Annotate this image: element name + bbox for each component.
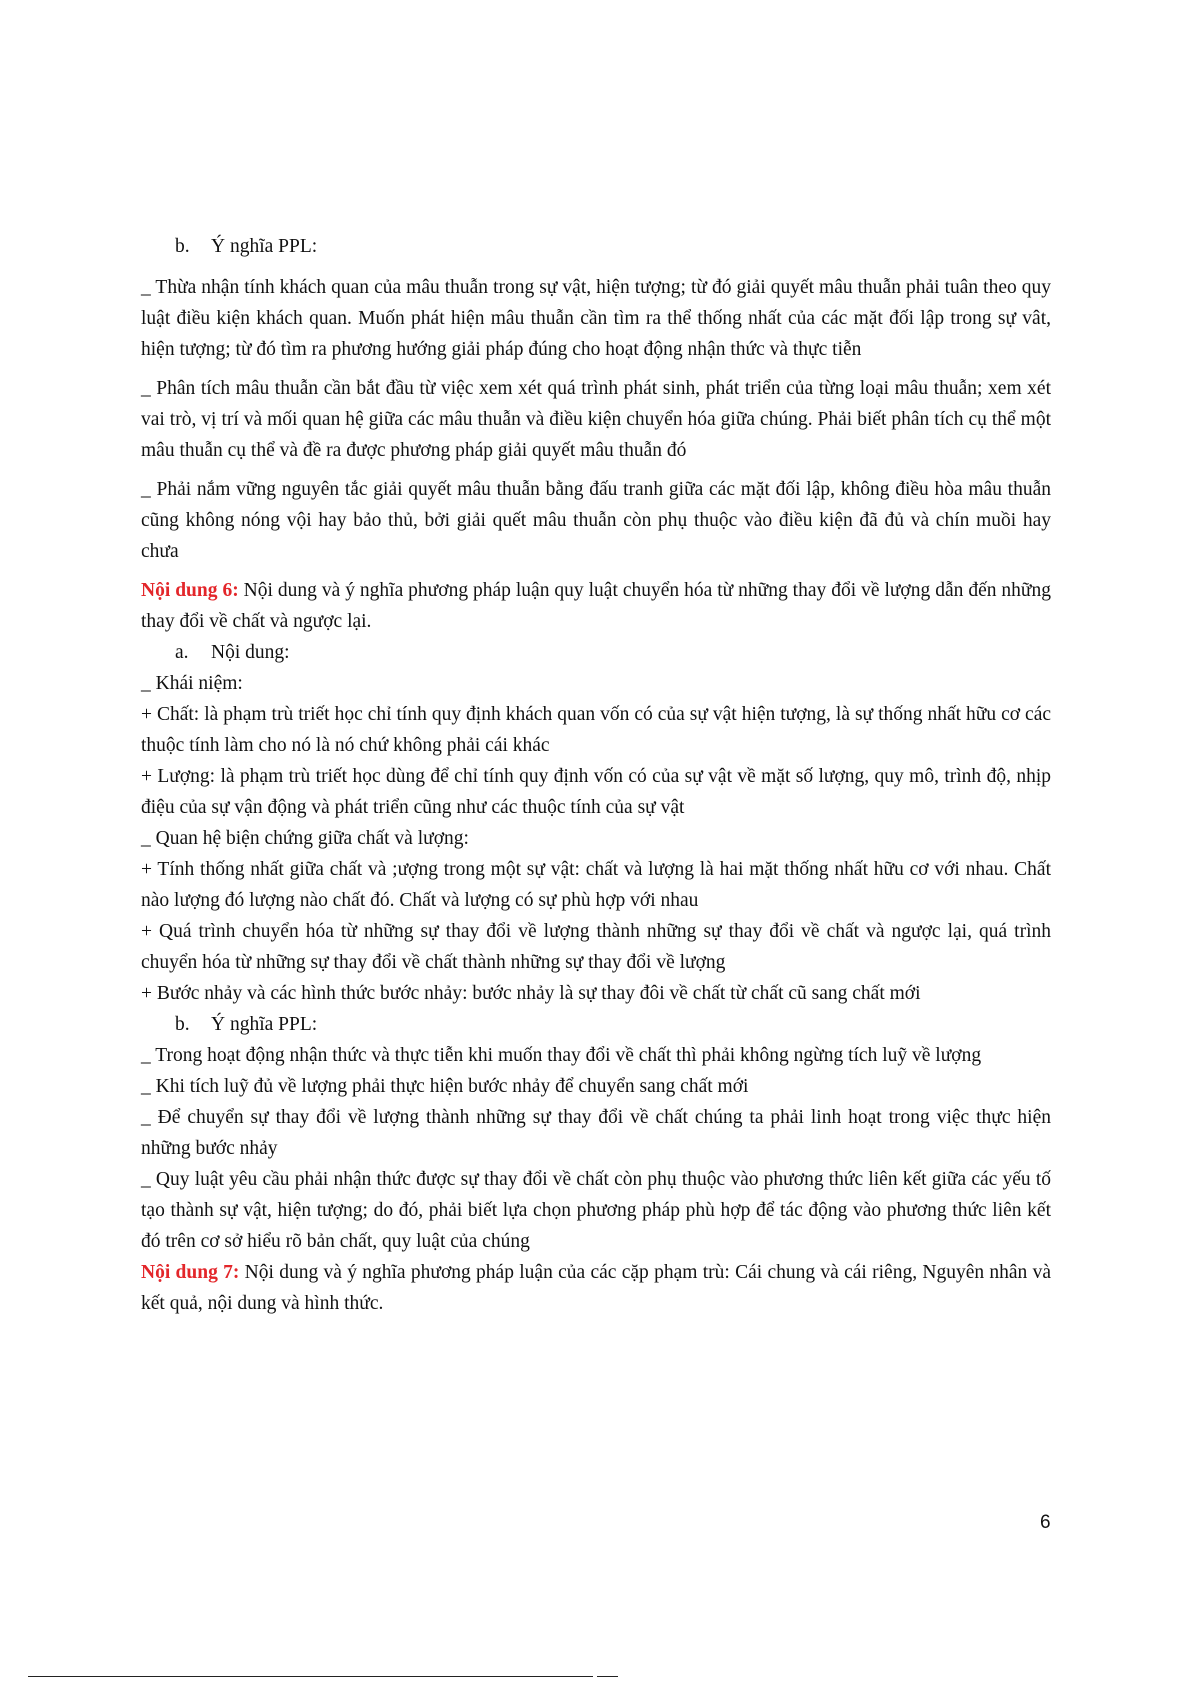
section-heading-b — [141, 1009, 1051, 1040]
line: _ Quy luật yêu cầu phải nhận thức được sự thay đổi về chất còn phụ thuộc vào phương thức liên kết giữa các yếu tố tạo thành sự vật, hiện tượng; do đó, phải biết lựa chọn phương pháp phù hợp để tác động vào phương thức liên kết đó trên cơ sở hiểu rõ bản chất, quy luật của chúng — [141, 1169, 1051, 1252]
line: + Quá trình chuyển hóa từ những sự thay đổi về lượng thành những sự thay đổi về chất và ngược lại, quá trình chuyển hóa từ những sự thay đổi về chất thành những sự thay đổi về lượng — [141, 921, 1051, 973]
paragraph: _ Phải nắm vững nguyên tắc giải quyết mâu thuẫn bằng đấu tranh giữa các mặt đối lập, không điều hòa mâu thuẫn cũng không nóng vội hay bảo thủ, bởi giải quết mâu thuẫn còn phụ thuộc vào điều kiện đã đủ và chín muồi hay chưa — [141, 479, 1051, 562]
line: _ Khi tích luỹ đủ về lượng phải thực hiện bước nhảy để chuyển sang chất mới — [141, 1076, 749, 1097]
line: + Lượng: là phạm trù triết học dùng để chỉ tính quy định vốn có của sự vật về mặt số lượng, quy mô, trình độ, nhịp điệu của sự vận động và phát triển cũng như các thuộc tính của sự vật — [141, 766, 1051, 818]
section-label: b. — [175, 236, 190, 257]
content-heading-6 — [141, 575, 1051, 637]
content-label: Nội dung 7: — [141, 1262, 240, 1283]
paragraph: _ Thừa nhận tính khách quan của mâu thuẫn trong sự vật, hiện tượng; từ đó giải quyết mâu thuẫn phải tuân theo quy luật điều kiện khách quan. Muốn phát hiện mâu thuẫn cần tìm ra thể thống nhất của các mặt đối lập trong sự vât, hiện tượng; từ đó tìm ra phương hướng giải pháp đúng cho hoạt động nhận thức và thực tiễn — [141, 277, 1051, 360]
section-heading-b — [141, 231, 1051, 262]
footer-rule — [597, 1676, 618, 1677]
section-heading-a — [141, 637, 1051, 668]
line: + Tính thống nhất giữa chất và ;ượng trong một sự vật: chất và lượng là hai mặt thống nhất hữu cơ với nhau. Chất nào lượng đó lượng nào chất đó. Chất và lượng có sự phù hợp với nhau — [141, 859, 1051, 911]
line: _ Quan hệ biện chứng giữa chất và lượng: — [141, 828, 469, 849]
section-title: Nội dung: — [211, 642, 290, 663]
line: _ Khái niệm: — [141, 673, 243, 694]
content-heading-text: Nội dung và ý nghĩa phương pháp luận của các cặp phạm trù: Cái chung và cái riêng, Nguyên nhân và kết quả, nội dung và hình thức. — [141, 1262, 1051, 1314]
content-label: Nội dung 6: — [141, 580, 239, 601]
footer-rule — [28, 1676, 593, 1677]
line: _ Để chuyển sự thay đổi về lượng thành những sự thay đổi về chất chúng ta phải linh hoạt trong việc thực hiện những bước nhảy — [141, 1107, 1051, 1159]
page-number: 6 — [1040, 1512, 1051, 1533]
line: _ Trong hoạt động nhận thức và thực tiễn khi muốn thay đổi về chất thì phải không ngừng tích luỹ về lượng — [141, 1045, 982, 1066]
content-heading-text: Nội dung và ý nghĩa phương pháp luận quy luật chuyển hóa từ những thay đổi về lượng dẫn đến những thay đổi về chất và ngược lại. — [141, 580, 1052, 632]
section-label: b. — [175, 1014, 190, 1035]
section-title: Ý nghĩa PPL: — [211, 236, 318, 257]
line: + Bước nhảy và các hình thức bước nhảy: bước nhảy là sự thay đôi về chất từ chất cũ sang chất mới — [141, 983, 921, 1004]
content-heading-7 — [141, 1257, 1051, 1319]
line: + Chất: là phạm trù triết học chỉ tính quy định khách quan vốn có của sự vật hiện tượng, là sự thống nhất hữu cơ các thuộc tính làm cho nó là nó chứ không phải cái khác — [141, 704, 1051, 756]
section-label: a. — [175, 642, 189, 663]
paragraph: _ Phân tích mâu thuẫn cần bắt đầu từ việc xem xét quá trình phát sinh, phát triển của từng loại mâu thuẫn; xem xét vai trò, vị trí và mối quan hệ giữa các mâu thuẫn và điều kiện chuyển hóa giữa chúng. Phải biết phân tích cụ thể một mâu thuẫn cụ thể và đề ra được phương pháp giải quyết mâu thuẫn đó — [141, 378, 1051, 461]
document-body — [141, 231, 1051, 1319]
section-title: Ý nghĩa PPL: — [211, 1014, 318, 1035]
